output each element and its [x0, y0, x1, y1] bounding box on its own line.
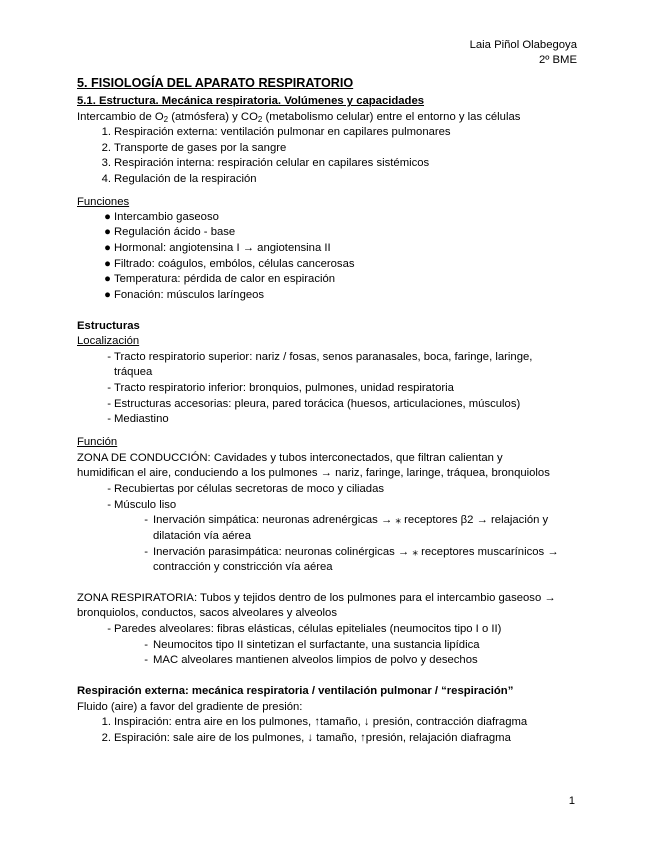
list-item: 1. Respiración externa: ventilación pulmonar en capilares pulmonares — [101, 126, 451, 138]
list-item: - Recubiertas por células secretoras de moco y ciliadas — [107, 483, 384, 495]
list-item: 1. Inspiración: entra aire en los pulmones, ↑tamaño, ↓ presión, contracción diafragma — [101, 716, 528, 728]
list-item: - Mediastino — [107, 413, 169, 425]
intro-text: Intercambio de $O_2$ (atmósfera) y $CO_2$ (metabolismo celular) entre el entorno y las células — [77, 111, 521, 124]
list-item: - Tracto respiratorio superior: nariz / fosas, senos paranasales, boca, faringe, laringe, — [107, 351, 533, 363]
respiratoria-text: ZONA RESPIRATORIA: Tubos y tejidos dentro de los pulmones para el intercambio gaseoso → — [77, 592, 556, 604]
page-title: 5. FISIOLOGÍA DEL APARATO RESPIRATORIO — [77, 76, 354, 90]
list-item: ● Temperatura: pérdida de calor en espiración — [104, 273, 336, 285]
conduccion-text: humidifican el aire, conduciendo a los pulmones → nariz, faringe, laringe, tráquea, bronquiolos — [77, 467, 550, 479]
list-item-continuation: tráquea — [114, 366, 153, 378]
page-number: 1 — [568, 795, 575, 807]
sub-list-item: - MAC alveolares mantienen alveolos limpios de polvo y desechos — [144, 654, 478, 666]
author-name: Laia Piñol Olabegoya — [469, 39, 577, 51]
localizacion-heading: Localización — [77, 335, 140, 347]
list-item: ● Fonación: músculos laríngeos — [104, 289, 265, 301]
section-subtitle: 5.1. Estructura. Mecánica respiratoria. Volúmenes y capacidades — [77, 95, 425, 107]
list-item: 4. Regulación de la respiración — [101, 173, 257, 185]
conduccion-text: ZONA DE CONDUCCIÓN: Cavidades y tubos interconectados, que filtran calientan y — [77, 452, 503, 464]
funciones-heading: Funciones — [77, 196, 130, 208]
list-item: - Paredes alveolares: fibras elásticas, células epiteliales (neumocitos tipo I o II) — [107, 623, 502, 635]
respiratoria-text: bronquiolos, conductos, sacos alveolares y alveolos — [77, 607, 337, 619]
mecanica-heading: Respiración externa: mecánica respiratoria / ventilación pulmonar / “respiración” — [77, 685, 514, 697]
sub-list-item-continuation: dilatación vía aérea — [153, 530, 251, 542]
sub-list-item: - Inervación parasimpática: neuronas colinérgicas → ⁎ receptores muscarínicos → — [144, 546, 559, 558]
list-item: 2. Espiración: sale aire de los pulmones, ↓ tamaño, ↑presión, relajación diafragma — [101, 732, 511, 744]
list-item: ● Filtrado: coágulos, embólos, células cancerosas — [104, 258, 355, 270]
funcion-heading: Función — [77, 436, 118, 448]
mecanica-intro: Fluido (aire) a favor del gradiente de presión: — [77, 701, 303, 713]
sub-list-item: - Inervación simpática: neuronas adrenérgicas → ⁎ receptores β2 → relajación y — [144, 514, 549, 526]
course-label: 2º BME — [538, 54, 577, 66]
list-item: ● Hormonal: angiotensina I → angiotensina II — [104, 242, 331, 254]
list-item: 2. Transporte de gases por la sangre — [101, 142, 287, 154]
list-item: ● Intercambio gaseoso — [104, 211, 219, 223]
list-item: - Estructuras accesorias: pleura, pared torácica (huesos, articulaciones, músculos) — [107, 398, 521, 410]
estructuras-heading: Estructuras — [77, 320, 140, 332]
list-item: - Músculo liso — [107, 499, 177, 511]
sub-list-item: - Neumocitos tipo II sintetizan el surfactante, una sustancia lipídica — [144, 639, 480, 651]
list-item: - Tracto respiratorio inferior: bronquios, pulmones, unidad respiratoria — [107, 382, 454, 394]
list-item: 3. Respiración interna: respiración celular en capilares sistémicos — [101, 157, 430, 169]
list-item: ● Regulación ácido - base — [104, 226, 236, 238]
sub-list-item-continuation: contracción y constricción vía aérea — [153, 561, 333, 573]
